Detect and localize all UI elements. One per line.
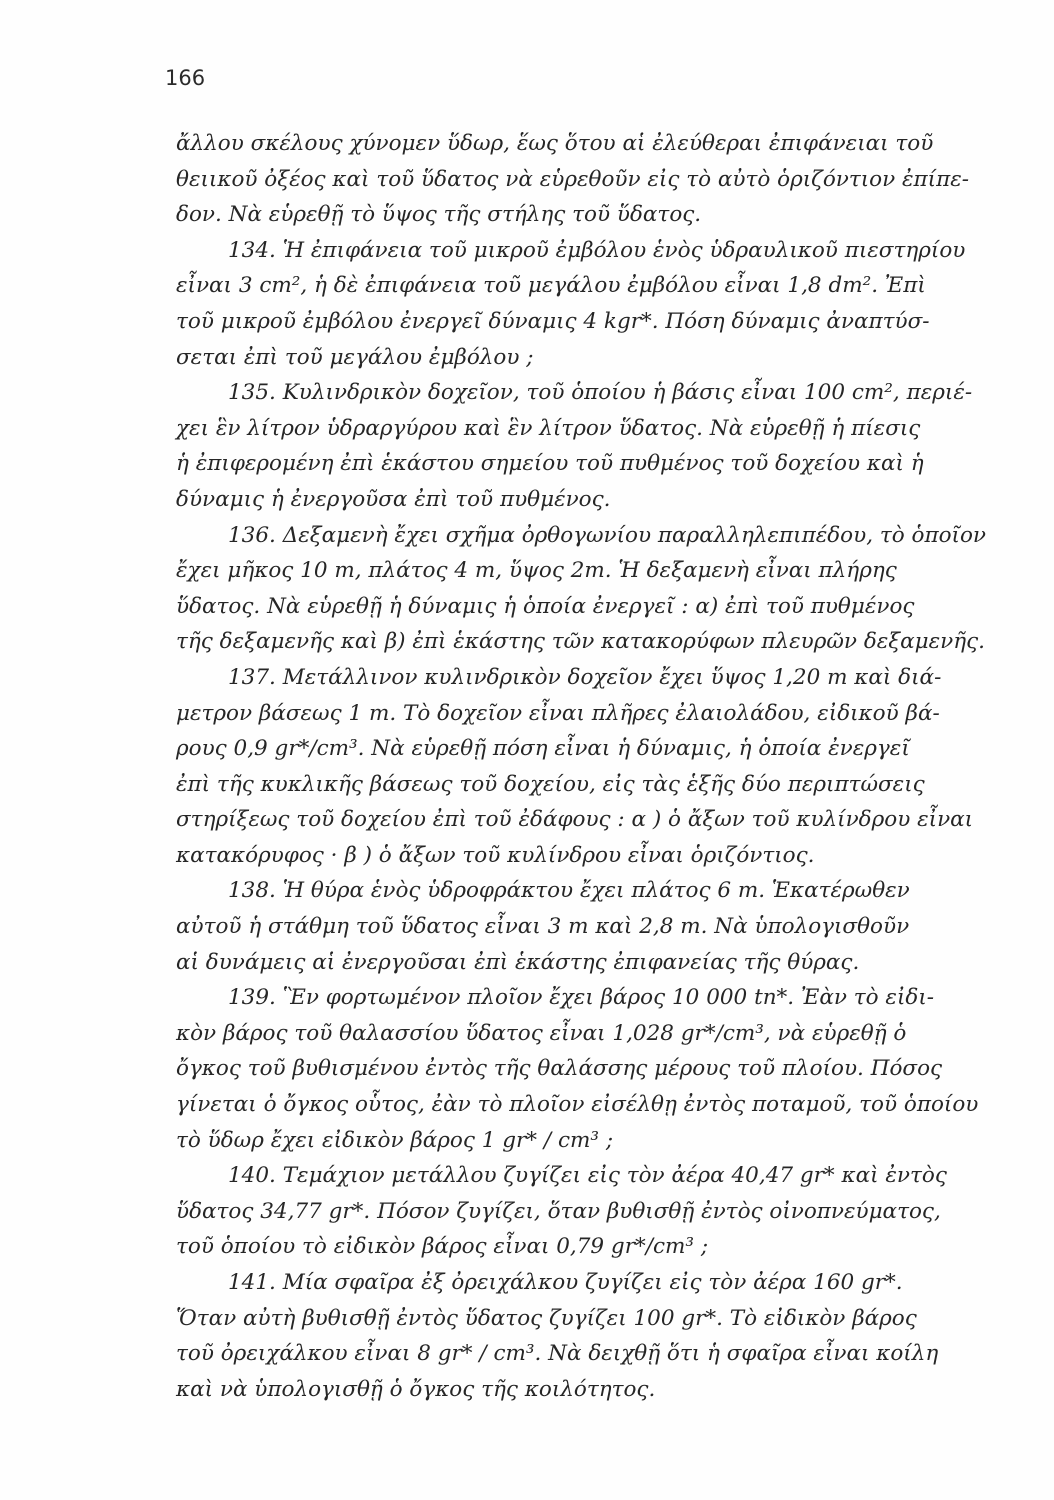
body-text [176, 126, 1026, 1407]
text-line: τοῦ ὀρειχάλκου εἶναι 8 gr* / cm³. Νὰ δειχθῇ ὅτι ἡ σφαῖρα εἶναι κοίλη [176, 1341, 939, 1367]
text-line: ἄλλου σκέλους χύνομεν ὕδωρ, ἕως ὅτου αἱ ἐλεύθεραι ἐπιφάνειαι τοῦ [176, 131, 934, 156]
text-line: ὕδατος. Νὰ εὑρεθῇ ἡ δύναμις ἡ ὁποία ἐνεργεῖ : α) ἐπὶ τοῦ πυθμένος [176, 593, 915, 619]
text-line: ἐπὶ τῆς κυκλικῆς βάσεως τοῦ δοχείου, εἰς τὰς ἑξῆς δύο περιπτώσεις [176, 771, 925, 797]
text-line: χει ἓν λίτρον ὑδραργύρου καὶ ἓν λίτρον ὕδατος. Νὰ εὑρεθῇ ἡ πίεσις [176, 415, 921, 441]
exercise-139-first-line: 139. Ἓν φορτωμένον πλοῖον ἔχει βάρος 10 000 tn*. Ἐὰν τὸ εἰδι- [228, 985, 935, 1011]
text-line: θειικοῦ ὀξέος καὶ τοῦ ὕδατος νὰ εὑρεθοῦν εἰς τὸ αὐτὸ ὁριζόντιον ἐπίπε- [176, 166, 970, 192]
text-line: Ὅταν αὐτὴ βυθισθῇ ἐντὸς ὕδατος ζυγίζει 100 gr*. Τὸ εἰδικὸν βάρος [176, 1305, 917, 1331]
exercise-138-first-line: 138. Ἡ θύρα ἑνὸς ὑδροφράκτου ἔχει πλάτος 6 m. Ἑκατέρωθεν [228, 878, 910, 904]
text-line: στηρίξεως τοῦ δοχείου ἐπὶ τοῦ ἐδάφους : α ) ὁ ἄξων τοῦ κυλίνδρου εἶναι [176, 807, 974, 833]
text-line: ὄγκος τοῦ βυθισμένου ἐντὸς τῆς θαλάσσης μέρους τοῦ πλοίου. Πόσος [176, 1056, 943, 1082]
text-line: σεται ἐπὶ τοῦ μεγάλου ἐμβόλου ; [176, 344, 534, 370]
text-line: γίνεται ὁ ὄγκος οὗτος, ἐὰν τὸ πλοῖον εἰσέλθῃ ἐντὸς ποταμοῦ, τοῦ ὁποίου [176, 1092, 979, 1118]
text-line: ἔχει μῆκος 10 m, πλάτος 4 m, ὕψος 2m. Ἡ δεξαμενὴ εἶναι πλήρης [176, 558, 897, 584]
text-line: εἶναι 3 cm², ἡ δὲ ἐπιφάνεια τοῦ μεγάλου ἐμβόλου εἶναι 1,8 dm². Ἐπὶ [176, 273, 926, 299]
text-line: δον. Νὰ εὑρεθῇ τὸ ὕψος τῆς στήλης τοῦ ὕδατος. [176, 202, 702, 228]
text-line: τῆς δεξαμενῆς καὶ β) ἐπὶ ἑκάστης τῶν κατακορύφων πλευρῶν δεξαμενῆς. [176, 629, 986, 655]
exercise-141-first-line: 141. Μία σφαῖρα ἐξ ὀρειχάλκου ζυγίζει εἰς τὸν ἀέρα 160 gr*. [228, 1270, 903, 1295]
text-line: αὐτοῦ ἡ στάθμη τοῦ ὕδατος εἶναι 3 m καὶ 2,8 m. Νὰ ὑπολογισθοῦν [176, 914, 910, 940]
text-line: κὸν βάρος τοῦ θαλασσίου ὕδατος εἶναι 1,028 gr*/cm³, νὰ εὑρεθῇ ὁ [176, 1020, 907, 1046]
exercise-134-first-line: 134. Ἡ ἐπιφάνεια τοῦ μικροῦ ἐμβόλου ἑνὸς ὑδραυλικοῦ πιεστηρίου [228, 237, 966, 263]
exercise-140-first-line: 140. Τεμάχιον μετάλλου ζυγίζει εἰς τὸν ἀέρα 40,47 gr* καὶ ἐντὸς [228, 1163, 947, 1189]
text-line: ρους 0,9 gr*/cm³. Νὰ εὑρεθῇ πόση εἶναι ἡ δύναμις, ἡ ὁποία ἐνεργεῖ [176, 736, 910, 762]
text-line: κατακόρυφος · β ) ὁ ἄξων τοῦ κυλίνδρου εἶναι ὁριζόντιος. [176, 842, 815, 868]
text-line: τοῦ μικροῦ ἐμβόλου ἐνεργεῖ δύναμις 4 kgr*. Πόση δύναμις ἀναπτύσ- [176, 308, 930, 334]
exercise-136-first-line: 136. Δεξαμενὴ ἔχει σχῆμα ὀρθογωνίου παραλληλεπιπέδου, τὸ ὁποῖον [228, 522, 987, 548]
page-number: 166 [165, 66, 206, 90]
text-line: τὸ ὕδωρ ἔχει εἰδικὸν βάρος 1 gr* / cm³ ; [176, 1127, 614, 1153]
text-line: ὕδατος 34,77 gr*. Πόσον ζυγίζει, ὅταν βυθισθῇ ἐντὸς οἰνοπνεύματος, [176, 1198, 941, 1224]
exercise-135-first-line: 135. Κυλινδρικὸν δοχεῖον, τοῦ ὁποίου ἡ βάσις εἶναι 100 cm², περιέ- [228, 380, 973, 406]
text-line: καὶ νὰ ὑπολογισθῇ ὁ ὄγκος τῆς κοιλότητος. [176, 1376, 656, 1402]
text-line: δύναμις ἡ ἐνεργοῦσα ἐπὶ τοῦ πυθμένος. [176, 486, 611, 512]
exercise-137-first-line: 137. Μετάλλινον κυλινδρικὸν δοχεῖον ἔχει ὕψος 1,20 m καὶ διά- [228, 664, 942, 690]
text-line: αἱ δυνάμεις αἱ ἐνεργοῦσαι ἐπὶ ἑκάστης ἐπιφανείας τῆς θύρας. [176, 949, 860, 975]
text-line: ἡ ἐπιφερομένη ἐπὶ ἑκάστου σημείου τοῦ πυθμένος τοῦ δοχείου καὶ ἡ [176, 451, 924, 477]
text-line: τοῦ ὁποίου τὸ εἰδικὸν βάρος εἶναι 0,79 gr*/cm³ ; [176, 1234, 709, 1260]
text-line: μετρον βάσεως 1 m. Τὸ δοχεῖον εἶναι πλῆρες ἐλαιολάδου, εἰδικοῦ βά- [176, 700, 940, 726]
